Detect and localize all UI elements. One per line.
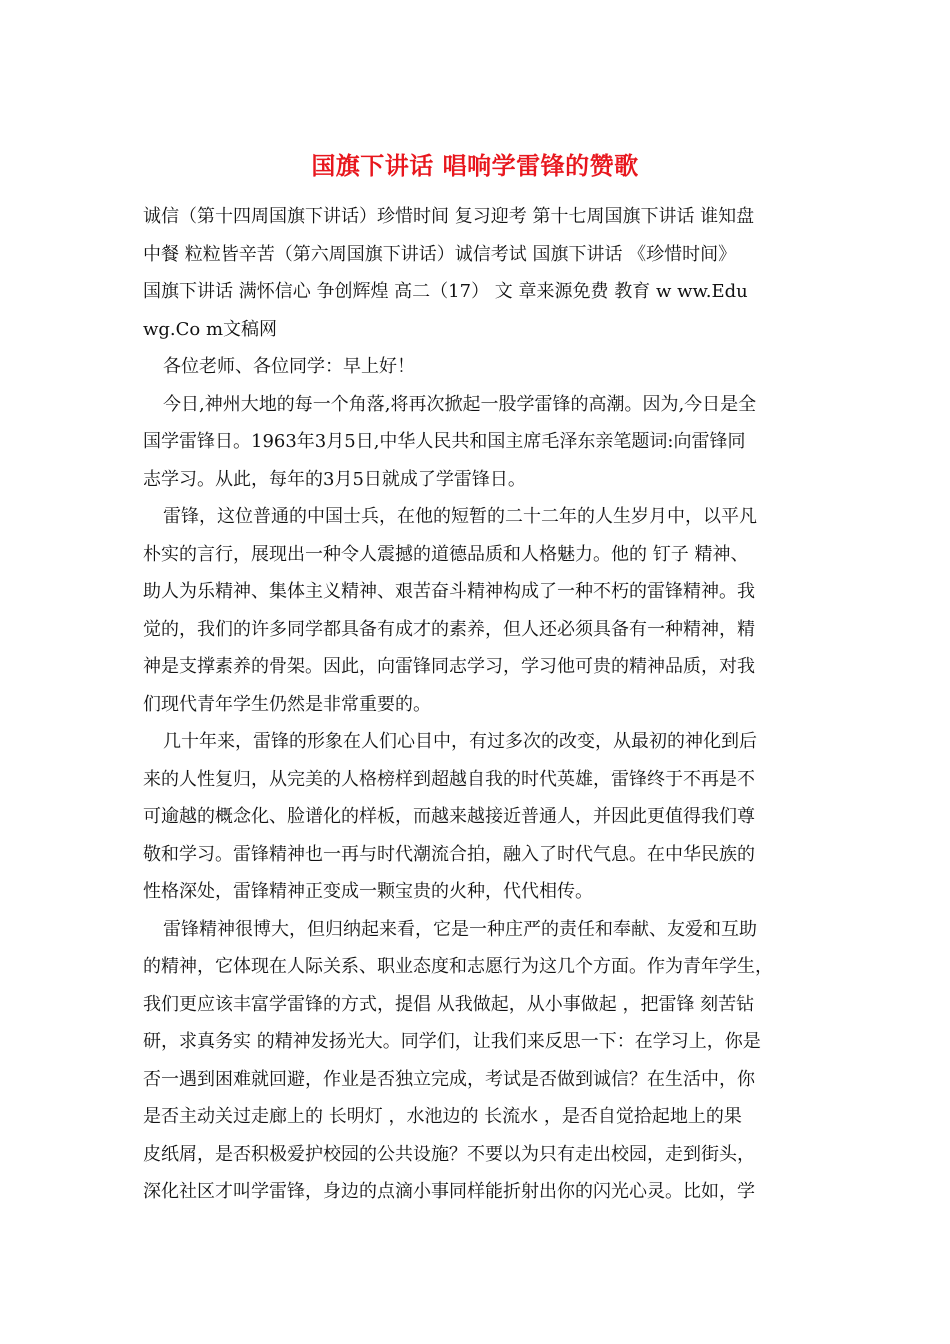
text-line: 们现代青年学生仍然是非常重要的。 [143, 693, 431, 715]
text-line: 觉的，我们的许多同学都具备有成才的素养，但人还必须具备有一种精神，精 [143, 618, 755, 640]
text-line: 国旗下讲话 满怀信心 争创辉煌 高二（17） 文 章来源免费 教育 w ww.Edu [143, 281, 748, 302]
text-line: 研，求真务实 的精神发扬光大。同学们，让我们来反思一下：在学习上，你是 [143, 1031, 761, 1052]
text-line: 深化社区才叫学雷锋，身边的点滴小事同样能折射出你的闪光心灵。比如，学 [143, 1181, 755, 1202]
text-line: 志学习。从此，每年的3月5日就成了学雷锋日。 [143, 468, 526, 490]
text-line: 诚信（第十四周国旗下讲话）珍惜时间 复习迎考 第十七周国旗下讲话 谁知盘 [143, 206, 755, 227]
text-line: 的精神，它体现在人际关系、职业态度和志愿行为这几个方面。作为青年学生， [143, 956, 773, 977]
text-line: 国学雷锋日。1963年3月5日,中华人民共和国主席毛泽东亲笔题词:向雷锋同 [143, 431, 746, 452]
text-line: 各位老师、各位同学：早上好！ [163, 356, 415, 377]
text-line: 性格深处，雷锋精神正变成一颗宝贵的火种，代代相传。 [143, 881, 593, 902]
document-title: 国旗下讲话 唱响学雷锋的赞歌 [311, 152, 639, 180]
text-line: 朴实的言行，展现出一种令人震撼的道德品质和人格魅力。他的 钉子 精神、 [143, 543, 749, 565]
text-line: 几十年来，雷锋的形象在人们心目中，有过多次的改变，从最初的神化到后 [163, 731, 757, 752]
text-line: wg.Co m文稿网 [143, 318, 278, 340]
text-line: 是否主动关过走廊上的 长明灯 ，水池边的 长流水 ，是否自觉拾起地上的果 [143, 1106, 742, 1127]
text-line: 雷锋精神很博大，但归纳起来看，它是一种庄严的责任和奉献、友爱和互助 [163, 918, 757, 940]
text-line: 神是支撑素养的骨架。因此，向雷锋同志学习，学习他可贵的精神品质，对我 [143, 656, 755, 677]
text-line: 敬和学习。雷锋精神也一再与时代潮流合拍，融入了时代气息。在中华民族的 [143, 843, 755, 865]
text-line: 否一遇到困难就回避，作业是否独立完成，考试是否做到诚信？在生活中，你 [143, 1068, 755, 1090]
document-body [143, 198, 808, 1211]
text-line: 来的人性复归，从完美的人格榜样到超越自我的时代英雄，雷锋终于不再是不 [143, 768, 755, 790]
text-line: 皮纸屑，是否积极爱护校园的公共设施？不要以为只有走出校园，走到街头， [143, 1143, 755, 1165]
text-line: 我们更应该丰富学雷锋的方式，提倡 从我做起，从小事做起 ，把雷锋 刻苦钻 [143, 993, 755, 1015]
text-line: 中餐 粒粒皆辛苦（第六周国旗下讲话）诚信考试 国旗下讲话 《珍惜时间》 [143, 243, 737, 265]
text-line: 今日,神州大地的每一个角落,将再次掀起一股学雷锋的高潮。因为,今日是全 [163, 393, 757, 415]
text-line: 可逾越的概念化、脸谱化的样板，而越来越接近普通人，并因此更值得我们尊 [143, 806, 755, 827]
text-line: 雷锋，这位普通的中国士兵，在他的短暂的二十二年的人生岁月中，以平凡 [163, 506, 757, 527]
text-line: 助人为乐精神、集体主义精神、艰苦奋斗精神构成了一种不朽的雷锋精神。我 [143, 581, 755, 602]
